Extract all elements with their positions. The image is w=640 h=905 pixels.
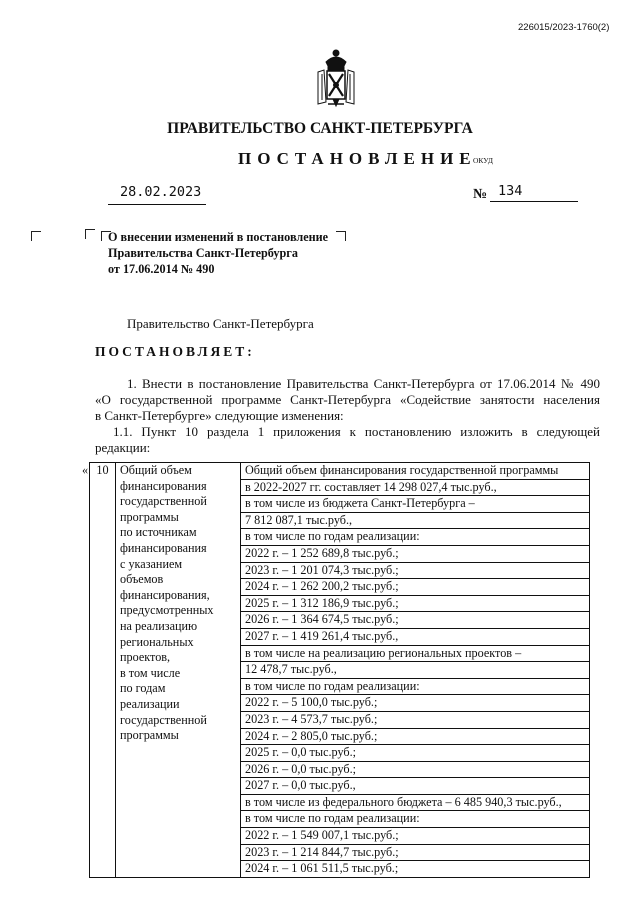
document-number: 134 (498, 183, 523, 199)
row-name-line: по годам (120, 681, 166, 696)
issuer: Правительство Санкт-Петербурга (127, 316, 314, 331)
row-details-cell (241, 463, 590, 878)
number-underline (490, 201, 578, 202)
details-line: 2027 г. – 0,0 тыс.руб., (241, 778, 589, 795)
paragraph-1 (95, 376, 600, 424)
document-type: ПОСТАНОВЛЕНИЕ (238, 149, 477, 168)
number-sign: № (473, 187, 488, 202)
row-name-line: финансирования (120, 540, 207, 555)
paragraph-line: 1.1. Пункт 10 раздела 1 приложения к постановлению изложить в следующей (113, 424, 600, 439)
details-line: 2025 г. – 1 312 186,9 тыс.руб.; (241, 596, 589, 613)
row-name-line: объемов (120, 572, 164, 587)
details-line: 7 812 087,1 тыс.руб., (241, 513, 589, 530)
document-title (108, 229, 328, 277)
paragraph-2 (95, 424, 600, 456)
details-line: в том числе по годам реализации: (241, 529, 589, 546)
details-line: 2024 г. – 2 805,0 тыс.руб.; (241, 729, 589, 746)
title-corner-mark (31, 231, 41, 241)
title-line: от 17.06.2014 № 490 (108, 262, 215, 276)
details-line: 2022 г. – 5 100,0 тыс.руб.; (241, 695, 589, 712)
details-line: 12 478,7 тыс.руб., (241, 662, 589, 679)
details-line: в том числе из бюджета Санкт-Петербурга – (241, 496, 589, 513)
details-line: 2022 г. – 1 549 007,1 тыс.руб.; (241, 828, 589, 845)
details-line: 2023 г. – 1 214 844,7 тыс.руб.; (241, 845, 589, 862)
row-name-line: реализации (120, 696, 180, 711)
details-line: 2025 г. – 0,0 тыс.руб.; (241, 745, 589, 762)
details-line: 2022 г. – 1 252 689,8 тыс.руб.; (241, 546, 589, 563)
decree-heading: ПОСТАНОВЛЯЕТ: (95, 344, 255, 359)
details-line: 2026 г. – 0,0 тыс.руб.; (241, 762, 589, 779)
title-corner-mark (85, 229, 95, 239)
government-name: ПРАВИТЕЛЬСТВО САНКТ-ПЕТЕРБУРГА (167, 120, 473, 137)
details-line: 2027 г. – 1 419 261,4 тыс.руб., (241, 629, 589, 646)
row-name-line: программы (120, 509, 179, 524)
row-name-line: финансирования (120, 478, 207, 493)
okud-label: ОКУД (473, 156, 493, 165)
row-name-line: государственной (120, 494, 207, 509)
paragraph-line: редакции: (95, 440, 151, 455)
title-line: О внесении изменений в постановление (108, 230, 329, 244)
details-line: 2023 г. – 1 201 074,3 тыс.руб.; (241, 563, 589, 580)
row-name-cell (116, 463, 241, 878)
row-name-line: государственной (120, 712, 207, 727)
row-name-line: региональных (120, 634, 194, 649)
details-line: 2026 г. – 1 364 674,5 тыс.руб.; (241, 612, 589, 629)
details-line: Общий объем финансирования государственной программы (241, 463, 589, 480)
row-name-line: предусмотренных (120, 603, 214, 618)
details-line: 2023 г. – 4 573,7 тыс.руб.; (241, 712, 589, 729)
paragraph-line: в Санкт-Петербурге» следующие изменения: (95, 408, 344, 423)
details-line: в том числе на реализацию региональных проектов – (241, 646, 589, 663)
row-name-line: на реализацию (120, 618, 198, 633)
row-name-line: проектов, (120, 650, 171, 665)
details-line: в том числе из федерального бюджета – 6 485 940,3 тыс.руб., (241, 795, 589, 812)
details-line: 2024 г. – 1 262 200,2 тыс.руб.; (241, 579, 589, 596)
details-line: 2024 г. – 1 061 511,5 тыс.руб.; (245, 861, 399, 876)
date-underline (108, 204, 206, 205)
paragraph-line: «О государственной программе Санкт-Петербурга «Содействие занятости населения (95, 392, 600, 407)
details-line: в том числе по годам реализации: (241, 811, 589, 828)
title-line: Правительства Санкт-Петербурга (108, 246, 298, 260)
amendment-table (82, 462, 590, 878)
row-name-line: финансирования, (120, 587, 210, 602)
document-date: 28.02.2023 (120, 184, 202, 200)
details-line: в том числе по годам реализации: (241, 679, 589, 696)
row-name-line: программы (120, 728, 179, 743)
row-name-line: по источникам (120, 525, 197, 540)
details-line: в 2022-2027 гг. составляет 14 298 027,4 тыс.руб., (241, 480, 589, 497)
title-corner-mark (336, 231, 346, 241)
paragraph-line: 1. Внести в постановление Правительства Санкт-Петербурга от 17.06.2014 № 490 (127, 376, 600, 391)
row-name-line: в том числе (120, 665, 181, 680)
document-id: 226015/2023-1760(2) (518, 22, 610, 33)
coat-of-arms-icon (314, 48, 358, 110)
row-name-line: Общий объем (120, 463, 192, 477)
row-number: 10 (90, 463, 116, 878)
open-quote: « (82, 462, 89, 477)
row-name-line: с указанием (120, 556, 183, 571)
table-row (82, 463, 590, 878)
